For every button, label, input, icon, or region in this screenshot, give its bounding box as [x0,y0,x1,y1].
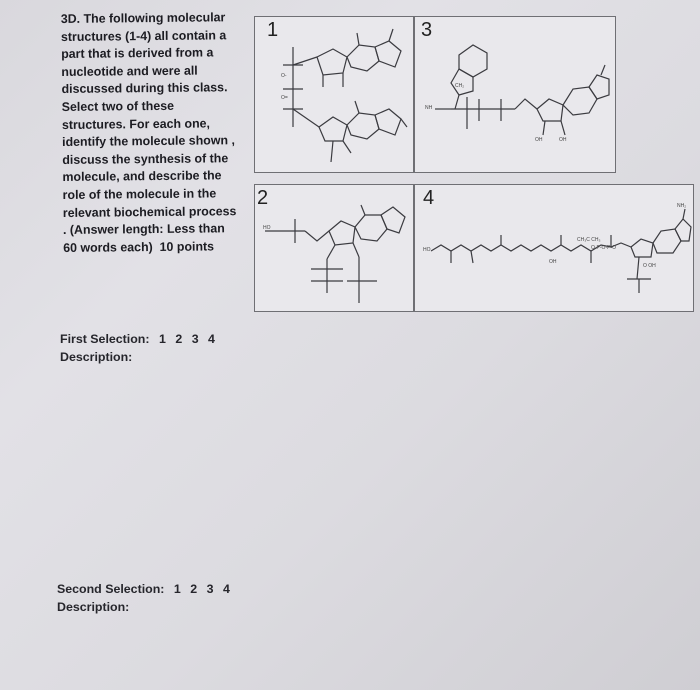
svg-text:NH₂: NH₂ [677,203,687,209]
structure-panel-3[interactable] [414,16,616,173]
svg-text:OH: OH [549,259,557,265]
structure-number-3: 3 [421,19,433,41]
molecule-3-drawing [415,17,615,172]
second-selection-option-2[interactable]: 2 [190,582,198,596]
first-selection-option-3[interactable]: 3 [191,332,199,346]
structure-panel-1[interactable] [254,16,414,173]
points-value: 10 points [159,239,215,254]
first-selection-option-4[interactable]: 4 [208,332,215,346]
second-selection-option-3[interactable]: 3 [206,582,214,596]
second-selection-options [168,582,230,596]
second-selection-label: Second Selection: [57,582,165,596]
first-selection-label: First Selection: [60,332,150,346]
question-line: discuss the synthesis of the [62,151,229,167]
molecule-2-drawing [255,185,413,311]
structure-number-2: 2 [257,187,269,209]
second-selection [57,580,230,616]
question-line: molecule, and describe the [62,168,222,185]
question-line: part that is derived from a [61,45,214,62]
question-line: role of the molecule in the [62,186,217,202]
svg-text:CH₃C CH₃: CH₃C CH₃ [577,237,601,243]
question-line: nucleotide and were all [61,63,198,79]
svg-text:HO: HO [423,247,431,253]
structure-number-4: 4 [423,187,435,209]
second-selection-row [57,580,230,598]
svg-text:CH₂: CH₂ [455,83,465,89]
question-line: structures. For each one, [61,116,211,132]
svg-text:O-: O- [281,73,287,79]
first-selection-options [153,332,215,346]
molecule-1-drawing [255,17,413,172]
svg-text:HO: HO [263,225,271,231]
svg-text:NH: NH [425,105,433,111]
second-description-label: Description: [57,600,130,614]
second-selection-option-4[interactable]: 4 [222,582,230,596]
first-selection [60,330,215,366]
first-selection-row [60,330,215,348]
structure-number-1: 1 [267,19,279,41]
molecule-4-drawing [415,185,693,311]
svg-text:OH: OH [559,137,567,143]
second-selection-option-1[interactable]: 1 [173,582,181,596]
question-line: relevant biochemical process [62,203,237,220]
question-line: Select two of these [61,98,175,114]
structure-panel-2[interactable] [254,184,414,312]
question-line: discussed during this class. [61,80,228,97]
structure-panel-4[interactable] [414,184,694,312]
question-line: structures (1-4) all contain a [60,27,227,44]
question-line: 3D. The following molecular [60,10,226,27]
svg-text:O=: O= [281,95,288,101]
first-selection-option-1[interactable]: 1 [158,332,166,346]
svg-text:O-P-O-P-O: O-P-O-P-O [591,245,616,251]
first-description-label: Description: [60,350,133,364]
question-line: identify the molecule shown , [62,133,235,150]
question-line: . (Answer length: Less than [62,221,225,238]
question-line-last: 60 words each) 10 points [63,239,215,255]
question-text [61,9,254,257]
svg-text:OH: OH [535,137,543,143]
svg-text:O OH: O OH [643,263,656,269]
first-selection-option-2[interactable]: 2 [175,332,183,346]
